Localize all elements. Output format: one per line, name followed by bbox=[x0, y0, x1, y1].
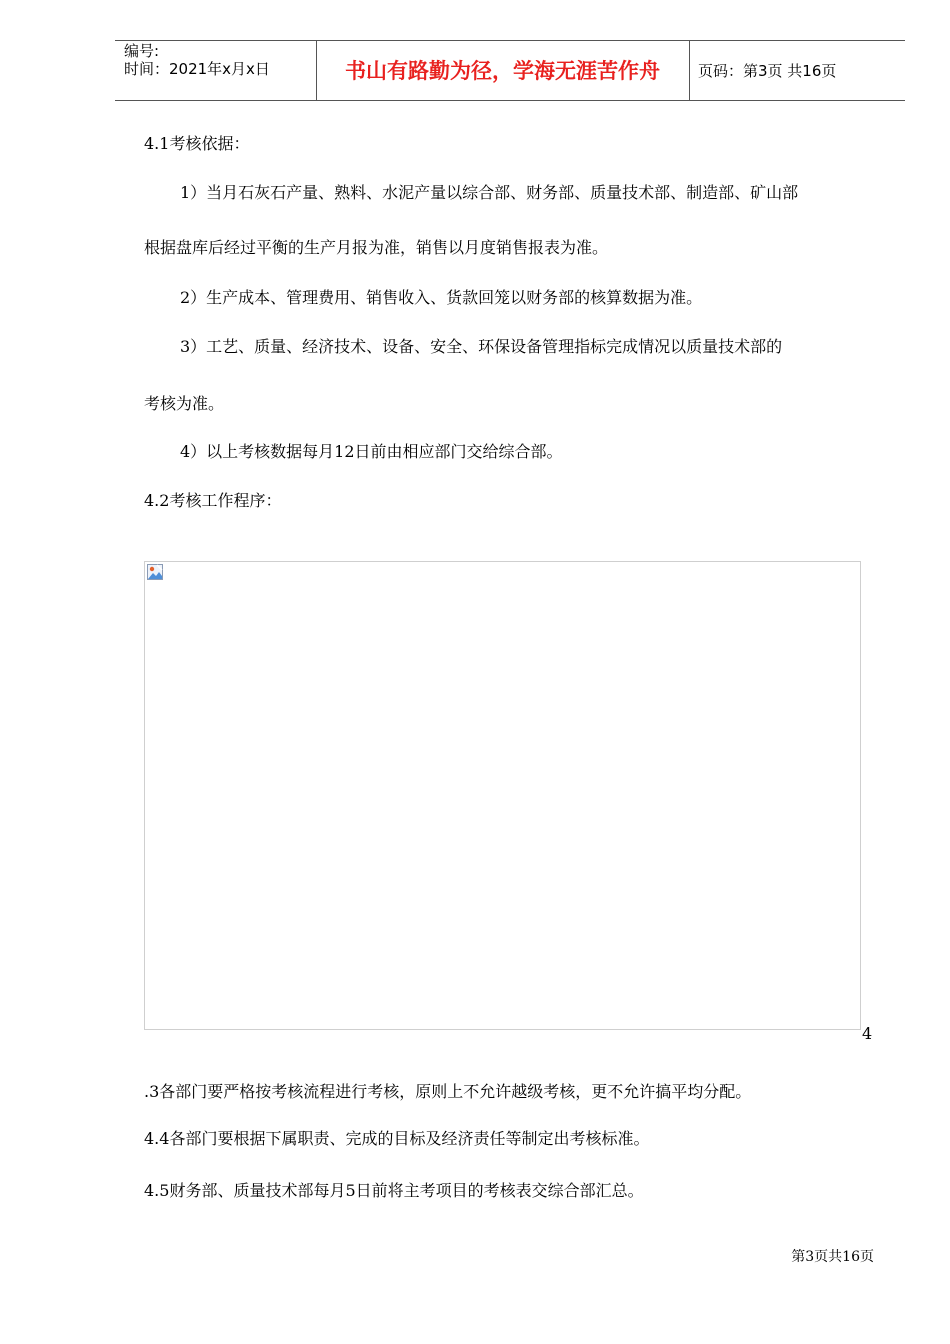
serial-number-label: 编号: bbox=[124, 42, 160, 60]
broken-image-icon bbox=[147, 564, 163, 580]
section-4-5: 4.5财务部、质量技术部每月5日前将主考项目的考核表交综合部汇总。 bbox=[144, 1181, 644, 1200]
header-motto: 书山有路勤为径，学海无涯苦作舟 bbox=[345, 59, 660, 83]
header-divider bbox=[689, 40, 690, 100]
paragraph: 根据盘库后经过平衡的生产月报为准，销售以月度销售报表为准。 bbox=[144, 238, 609, 257]
figure-trailing-text: 4 bbox=[862, 1024, 873, 1043]
section-4-2-heading: 4.2考核工作程序： bbox=[144, 491, 282, 510]
section-4-3: .3各部门要严格按考核流程进行考核，原则上不允许越级考核，更不允许搞平均分配。 bbox=[144, 1082, 752, 1101]
paragraph: 4）以上考核数据每月12日前由相应部门交给综合部。 bbox=[180, 442, 563, 461]
date-label: 时间：2021年x月x日 bbox=[124, 60, 270, 78]
paragraph: 2）生产成本、管理费用、销售收入、货款回笼以财务部的核算数据为准。 bbox=[180, 288, 703, 307]
paragraph: 1）当月石灰石产量、熟料、水泥产量以综合部、财务部、质量技术部、制造部、矿山部 bbox=[180, 183, 799, 202]
section-4-1-heading: 4.1考核依据： bbox=[144, 134, 250, 153]
paragraph: 考核为准。 bbox=[144, 394, 225, 413]
footer-page-number: 第3页共16页 bbox=[791, 1249, 874, 1265]
image-placeholder bbox=[144, 561, 861, 1030]
paragraph: 3）工艺、质量、经济技术、设备、安全、环保设备管理指标完成情况以质量技术部的 bbox=[180, 337, 783, 356]
header-bottom-rule bbox=[115, 100, 905, 101]
page-number-label: 页码：第3页 共16页 bbox=[698, 62, 837, 80]
section-4-4: 4.4各部门要根据下属职责、完成的目标及经济责任等制定出考核标准。 bbox=[144, 1129, 650, 1148]
